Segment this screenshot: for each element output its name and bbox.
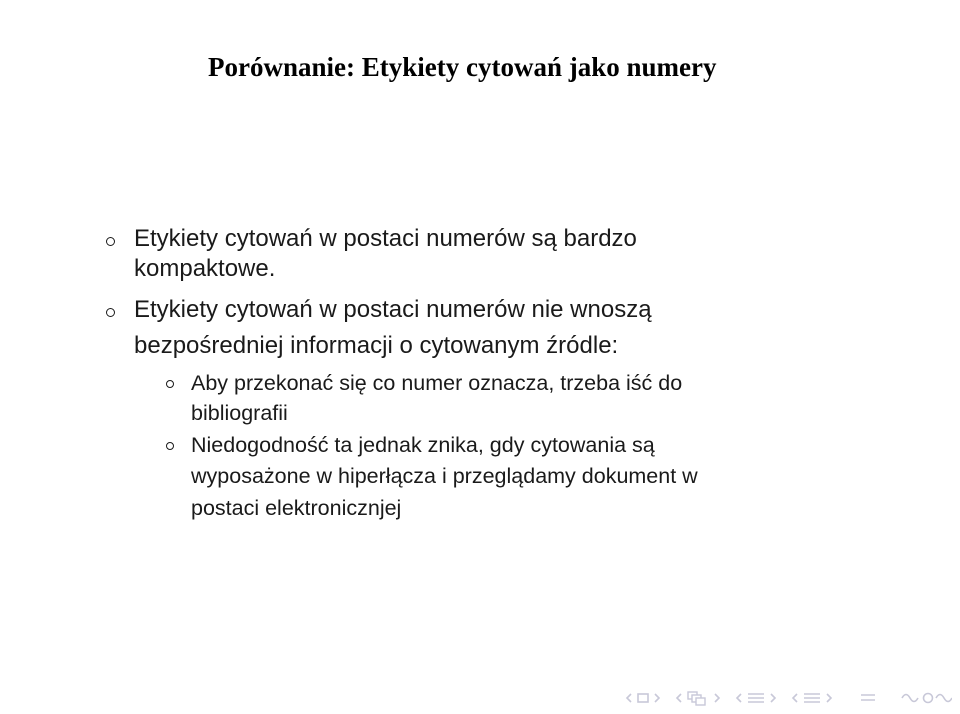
subbullet-2-line-3: postaci elektronicznjej [191, 496, 402, 520]
frame-prev-icon[interactable] [624, 690, 634, 706]
subbullet-marker [166, 442, 174, 450]
outline-next-icon[interactable] [824, 690, 834, 706]
subsection-prev-icon[interactable] [674, 690, 684, 706]
appendix-icon[interactable] [858, 690, 878, 706]
subsection-icon[interactable] [686, 690, 710, 706]
outline-prev-icon[interactable] [790, 690, 800, 706]
frame-next-icon[interactable] [652, 690, 662, 706]
bullet-marker [106, 308, 115, 317]
section-next-icon[interactable] [768, 690, 778, 706]
section-prev-icon[interactable] [734, 690, 744, 706]
subbullet-1-line-1: Aby przekonać się co numer oznacza, trzeba iść do [191, 371, 683, 395]
subsection-next-icon[interactable] [712, 690, 722, 706]
bullet-2-line-2: bezpośredniej informacji o cytowanym źródle: [134, 332, 619, 359]
frame-icon[interactable] [636, 690, 650, 706]
outline-icon[interactable] [802, 690, 822, 706]
subbullet-2-line-2: wyposażone w hiperłącza i przeglądamy dokument w [191, 464, 698, 488]
subbullet-2-line-1: Niedogodność ta jednak znika, gdy cytowania są [191, 433, 655, 457]
search-icon[interactable] [900, 690, 952, 706]
subbullet-marker [166, 380, 174, 388]
bullet-marker [106, 237, 115, 246]
bullet-1-line-1: Etykiety cytowań w postaci numerów są bardzo [134, 225, 637, 252]
bullet-1-line-2: kompaktowe. [134, 255, 276, 282]
slide-title: Porównanie: Etykiety cytowań jako numery [208, 52, 717, 82]
subbullet-1-line-2: bibliografii [191, 401, 288, 425]
bullet-2-line-1: Etykiety cytowań w postaci numerów nie wnoszą [134, 296, 652, 323]
section-icon[interactable] [746, 690, 766, 706]
